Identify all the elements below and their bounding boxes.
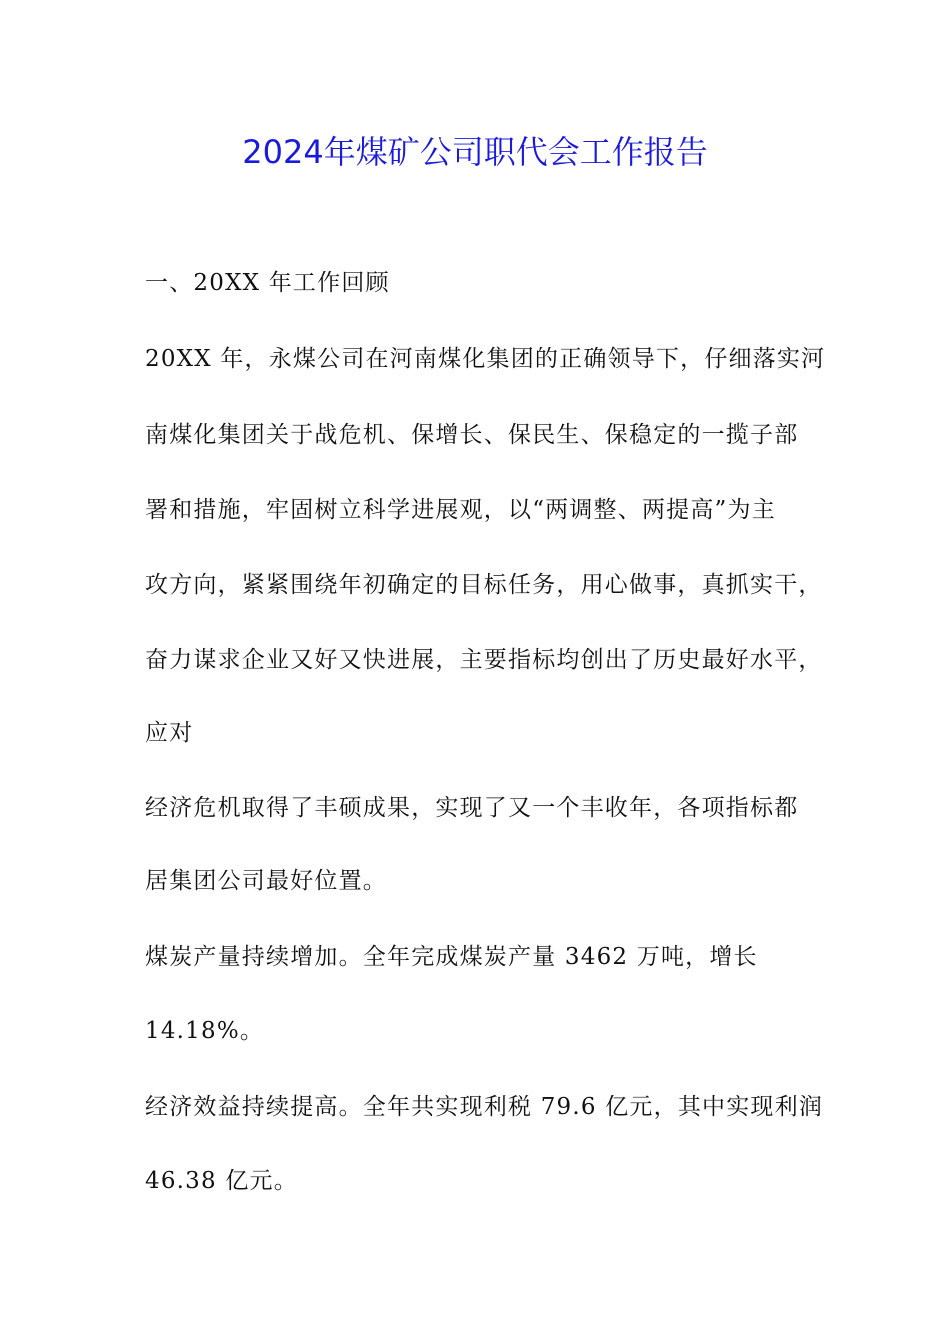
body-line: 居集团公司最好位置。 <box>145 868 387 894</box>
body-line: 煤炭产量持续增加。全年完成煤炭产量 3462 万吨，增长 <box>145 944 758 970</box>
body-line: 经济效益持续提高。全年共实现利税 79.6 亿元，其中实现利润 <box>145 1094 824 1120</box>
body-line: 经济危机取得了丰硕成果，实现了又一个丰收年，各项指标都 <box>145 795 799 821</box>
body-line: 南煤化集团关于战危机、保增长、保民生、保稳定的一揽子部 <box>145 422 799 448</box>
body-line: 应对 <box>145 720 194 746</box>
body-line: 46.38 亿元。 <box>145 1168 298 1194</box>
document-title: 2024年煤矿公司职代会工作报告 <box>242 133 708 171</box>
body-line: 14.18%。 <box>145 1018 265 1044</box>
body-line: 奋力谋求企业又好又快进展，主要指标均创出了历史最好水平， <box>145 647 823 673</box>
section-heading: 一、20XX 年工作回顾 <box>145 270 390 296</box>
body-line: 攻方向，紧紧围绕年初确定的目标任务，用心做事，真抓实干， <box>145 572 823 598</box>
body-line: 20XX 年，永煤公司在河南煤化集团的正确领导下，仔细落实河 <box>145 346 826 372</box>
body-line: 署和措施，牢固树立科学进展观，以“两调整、两提高”为主 <box>145 497 776 523</box>
